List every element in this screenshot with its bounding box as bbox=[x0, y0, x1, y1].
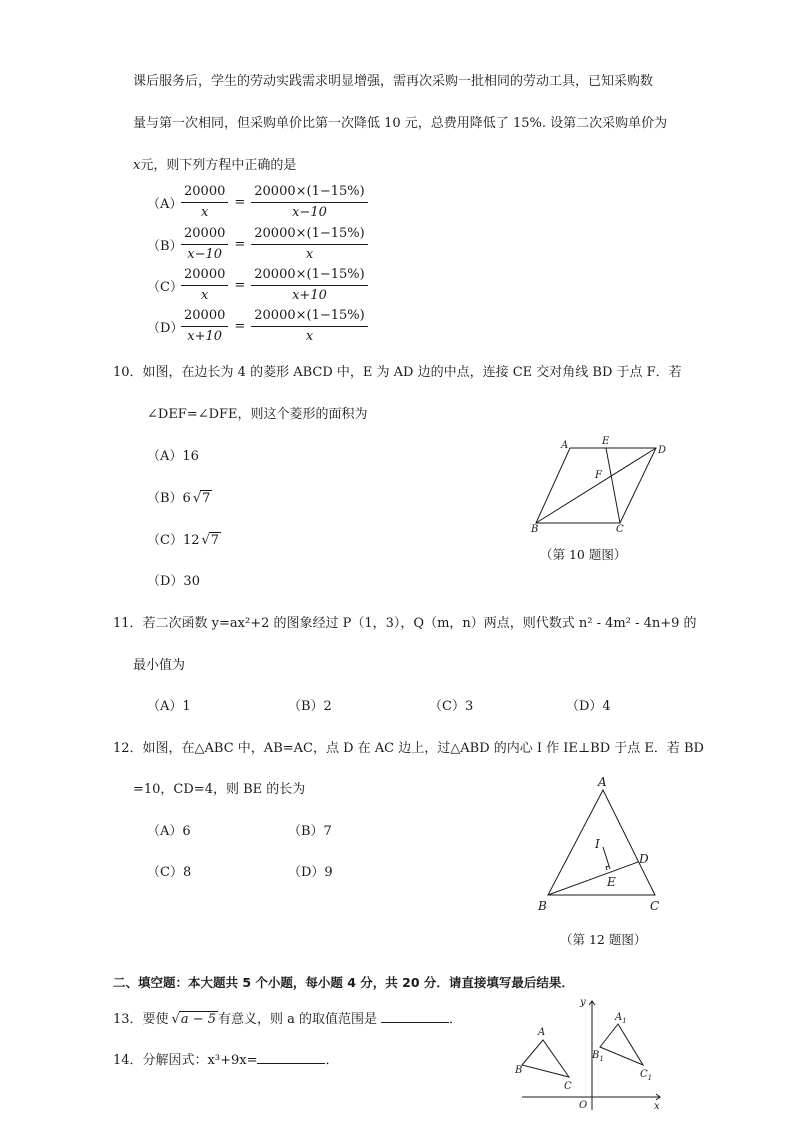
q10-line-1: 10．如图，在边长为 4 的菱形 ABCD 中，E 为 AD 边的中点，连接 CE 交对角线 BD 于点 F．若 bbox=[113, 365, 682, 380]
q12-figure-caption: （第 12 题图） bbox=[560, 932, 647, 947]
fraction-right bbox=[251, 226, 367, 263]
triangle-abc bbox=[522, 1040, 569, 1077]
label-a: A bbox=[598, 775, 607, 789]
q11-option-a[interactable]: （A）1 bbox=[147, 699, 191, 714]
right-angle-mark bbox=[606, 866, 609, 870]
denominator: x−10 bbox=[292, 204, 327, 220]
equals-sign: = bbox=[234, 236, 246, 252]
q12-option-b[interactable]: （B）7 bbox=[288, 824, 332, 839]
denominator: x bbox=[305, 328, 314, 344]
q9-option-a[interactable] bbox=[147, 182, 368, 222]
q13-prefix: 13．要使 bbox=[113, 1012, 169, 1027]
numerator: 20000 bbox=[181, 184, 228, 203]
triangle-abc bbox=[548, 790, 655, 895]
label-a1: $A_1$ bbox=[615, 1012, 627, 1025]
q9-line-1: 课后服务后，学生的劳动实践需求明显增强，需再次采购一批相同的劳动工具，已知采购数 bbox=[133, 74, 654, 89]
label-f: F bbox=[595, 470, 602, 481]
fraction-left bbox=[181, 226, 228, 263]
option-label: （C）12 bbox=[147, 533, 200, 548]
numerator: 20000×(1−15%) bbox=[251, 226, 367, 245]
sqrt-symbol: √ bbox=[171, 1012, 180, 1027]
q10-figure-caption: （第 10 题图） bbox=[540, 547, 627, 562]
q11-option-b[interactable]: （B）2 bbox=[288, 699, 332, 714]
q14-end: ． bbox=[325, 1053, 339, 1068]
q9-variable: x bbox=[133, 158, 141, 173]
q12-line-2: =10，CD=4，则 BE 的长为 bbox=[133, 782, 306, 797]
q12-option-c[interactable]: （C）8 bbox=[147, 865, 192, 880]
label-a: A bbox=[538, 1027, 546, 1038]
option-label: （B）6 bbox=[147, 491, 191, 506]
triangle-a1b1c1 bbox=[600, 1024, 643, 1065]
label-b: B bbox=[538, 899, 547, 913]
numerator: 20000 bbox=[181, 267, 228, 286]
segment-bd bbox=[548, 862, 638, 895]
equals-sign: = bbox=[234, 194, 246, 210]
label-i: I bbox=[595, 837, 600, 851]
label-c: C bbox=[650, 899, 660, 913]
q10-option-a[interactable]: （A）16 bbox=[147, 449, 199, 464]
label-e: E bbox=[602, 436, 610, 447]
equals-sign: = bbox=[234, 318, 246, 334]
denominator: x bbox=[201, 287, 209, 303]
q14-line bbox=[113, 1049, 339, 1068]
q12-line-1: 12．如图，在△ABC 中，AB=AC，点 D 在 AC 边上，过△ABD 的内心 I 作 IE⊥BD 于点 E．若 BD bbox=[113, 741, 704, 756]
q14-answer-blank[interactable] bbox=[257, 1051, 325, 1064]
q9-option-d[interactable] bbox=[147, 306, 368, 346]
q10-rhombus-figure bbox=[528, 436, 668, 536]
numerator: 20000×(1−15%) bbox=[251, 308, 367, 327]
segment-ce bbox=[606, 448, 620, 523]
q11-option-c[interactable]: （C）3 bbox=[429, 699, 474, 714]
label-d: D bbox=[639, 852, 649, 866]
option-label: （D） bbox=[147, 320, 184, 336]
q9-line-3-text: 元，则下列方程中正确的是 bbox=[140, 158, 297, 173]
q12-option-d[interactable]: （D）9 bbox=[288, 865, 333, 880]
option-label: （A） bbox=[147, 196, 183, 212]
fraction-right bbox=[251, 308, 367, 345]
fraction-right bbox=[251, 267, 367, 304]
q12-option-a[interactable]: （A）6 bbox=[147, 824, 191, 839]
label-a: A bbox=[561, 440, 569, 451]
q11-option-d[interactable]: （D）4 bbox=[566, 699, 611, 714]
fraction-right bbox=[251, 184, 367, 221]
section-2-heading: 二、填空题：本大题共 5 个小题，每小题 4 分，共 20 分．请直接填写最后结果． bbox=[113, 975, 574, 990]
q9-option-b[interactable] bbox=[147, 224, 368, 264]
label-c: C bbox=[616, 524, 624, 535]
option-label: （C） bbox=[147, 279, 183, 295]
label-y: y bbox=[580, 997, 586, 1008]
q12-triangle-figure bbox=[532, 770, 672, 918]
denominator: x−10 bbox=[187, 246, 223, 262]
q10-option-c[interactable] bbox=[147, 529, 221, 548]
label-c: C bbox=[564, 1081, 572, 1092]
q10-line-2: ∠DEF=∠DFE，则这个菱形的面积为 bbox=[147, 407, 368, 422]
q13-end: ． bbox=[449, 1012, 463, 1027]
denominator: x bbox=[201, 204, 209, 220]
radicand: 7 bbox=[210, 533, 220, 548]
q13-line bbox=[113, 1008, 462, 1027]
label-b: B bbox=[515, 1065, 523, 1076]
label-b: B bbox=[531, 524, 539, 535]
q10-option-b[interactable] bbox=[147, 487, 212, 506]
label-e: E bbox=[607, 875, 616, 889]
fraction-left bbox=[181, 184, 228, 221]
numerator: 20000×(1−15%) bbox=[251, 267, 367, 286]
numerator: 20000 bbox=[181, 308, 228, 327]
radicand: 7 bbox=[202, 491, 211, 506]
denominator: x+10 bbox=[292, 287, 327, 303]
q10-option-d[interactable]: （D）30 bbox=[147, 574, 200, 589]
label-x: x bbox=[654, 1101, 660, 1112]
option-label: （B） bbox=[147, 238, 183, 254]
numerator: 20000 bbox=[181, 226, 228, 245]
equals-sign: = bbox=[234, 277, 246, 293]
q13-radicand: a − 5 bbox=[180, 1012, 217, 1027]
q13-answer-blank[interactable] bbox=[381, 1010, 449, 1023]
q13-suffix: 有意义，则 a 的取值范围是 bbox=[218, 1012, 378, 1027]
q9-line-2: 量与第一次相同，但采购单价比第一次降低 10 元，总费用降低了 15%. 设第二次采购单价为 bbox=[133, 116, 668, 131]
label-c1: $C_1$ bbox=[640, 1069, 653, 1082]
denominator: x+10 bbox=[187, 328, 223, 344]
fraction-left bbox=[181, 267, 228, 304]
numerator: 20000×(1−15%) bbox=[251, 184, 367, 203]
fraction-left bbox=[181, 308, 228, 345]
sqrt-symbol: √ bbox=[201, 533, 210, 548]
q11-line-1: 11．若二次函数 y=ax²+2 的图象经过 P（1，3），Q（m，n）两点，则代数式 n² - 4m² - 4n+9 的 bbox=[113, 616, 697, 631]
coordinate-figure bbox=[512, 995, 672, 1115]
q11-line-2: 最小值为 bbox=[133, 658, 186, 673]
q9-line-3 bbox=[133, 154, 296, 173]
denominator: x bbox=[305, 246, 314, 262]
q9-option-c[interactable] bbox=[147, 265, 368, 305]
sqrt-symbol: √ bbox=[192, 491, 202, 506]
label-o: O bbox=[579, 1100, 588, 1111]
q14-prefix: 14．分解因式：x³+9x= bbox=[113, 1053, 258, 1068]
label-b1: $B_1$ bbox=[592, 1050, 604, 1063]
segment-ie bbox=[603, 847, 610, 869]
label-d: D bbox=[658, 445, 667, 456]
